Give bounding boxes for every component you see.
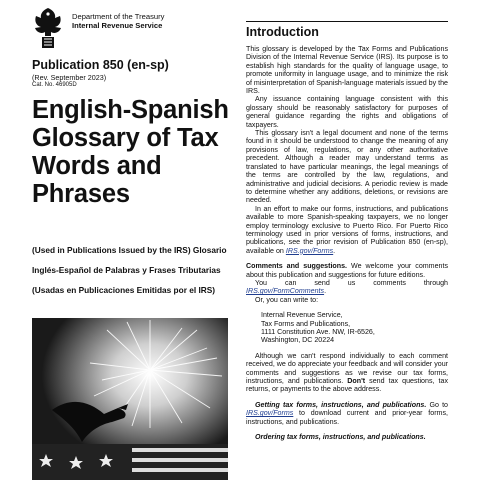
feedback-paragraph: Although we can't respond individually to each comment received, we do appreciate your feedback and will consider your comments and suggestions as we revise our tax forms, instructions, and publications. Don't send tax questions, tax returns, or payments to the above address.: [246, 351, 448, 394]
ordering-paragraph: [246, 433, 448, 441]
getting-forms-paragraph: Getting tax forms, instructions, and publications. Go to IRS.gov/Forms to download current and prior-year forms, instructions, and publications.: [246, 400, 448, 426]
irs-eagle-logo-icon: [32, 6, 64, 50]
heading-rule: [246, 21, 448, 22]
intro-paragraph-4-text: In an effort to make our forms, instructions, and publications available to more Spanish-speaking taxpayers, we no longer employ terminology exclusive to Puerto Rico. For Puerto Rico terminology used in prior versions of forms, instructions, and publications, see the prior revision of Publication 850 (en-sp), available on: [246, 204, 448, 255]
revision-date: (Rev. September 2023): [32, 73, 107, 82]
document-title: English-Spanish Glossary of Tax Words and Phrases: [32, 96, 229, 208]
comments-paragraph: [246, 262, 448, 279]
irs-forms-link[interactable]: IRS.gov/Forms: [285, 246, 334, 255]
intro-paragraph-3: This glossary isn't a legal document and none of the terms found in it should be understood to change the meaning of any provisions of law, regulations, or any other authoritative precedent. Although a reader may understand terms as translated to have particular meanings, the legal meanings of the terms are controlled by the law, regulations, and administrative and judicial decisions. A periodic review is made to determine whether any additions, deletions, or revisions are needed.: [246, 129, 448, 205]
department-name: Department of the Treasury: [72, 12, 165, 21]
agency-header: [32, 6, 228, 50]
address-line: Internal Revenue Service,: [261, 311, 343, 320]
getting-forms-lead: Getting tax forms, instructions, and publications.: [255, 400, 427, 409]
department-block: [72, 12, 164, 30]
cover-column: [32, 0, 228, 480]
address-line: Tax Forms and Publications,: [261, 319, 351, 328]
introduction-column: [246, 0, 448, 480]
publication-number: Publication 850 (en-sp): [32, 58, 169, 72]
address-line: 1111 Constitution Ave. NW, IR-6526,: [261, 328, 375, 336]
intro-paragraph-1: This glossary is developed by the Tax Forms and Publications Division of the Internal Revenue Service (IRS). Its purpose is to establish high standards for the quality of language usage, to promote uniformity in language usage, and to minimize the risk of misinterpretation of Spanish-language materials issued by the IRS.: [246, 45, 448, 96]
document-subtitle: (Used in Publications Issued by the IRS) Glosario Inglés-Español de Palabras y Frases Tributarias (Usadas en Publicaciones Emitidas por el IRS): [32, 245, 227, 295]
ordering-lead: Ordering tax forms, instructions, and publications.: [255, 433, 426, 442]
intro-paragraph-4: In an effort to make our forms, instructions, and publications available to more Spanish-speaking taxpayers, we no longer employ terminology exclusive to Puerto Rico. For Puerto Rico terminology used in prior versions of forms, instructions, and publications, see the prior revision of Publication 850 (en-sp), available on IRS.gov/Forms.: [246, 204, 448, 255]
comments-write-line: Or, you can write to:: [255, 295, 319, 304]
form-comments-link[interactable]: IRS.gov/FormComments: [246, 287, 325, 296]
irs-forms-link-2[interactable]: IRS.gov/Forms: [246, 409, 294, 418]
introduction-body: [246, 45, 448, 441]
comments-text: We welcome your comments about this publication and suggestions for future editions.: [246, 262, 449, 279]
comments-lead: Comments and suggestions.: [246, 262, 348, 271]
address-line: Washington, DC 20224: [261, 336, 335, 345]
agency-name: Internal Revenue Service: [72, 21, 163, 30]
catalog-number: Cat. No. 46905D: [32, 82, 77, 88]
introduction-heading: Introduction: [246, 25, 319, 39]
intro-paragraph-2: Any issuance containing language consistent with this glossary should be reasonably satisfactory for purposes of general guidance regarding the rights and obligations of taxpayers.: [246, 95, 448, 129]
comments-send-line: You can send us comments through IRS.gov/FormComments.: [246, 278, 448, 296]
cover-image-fireworks-eagle: [32, 318, 228, 480]
mailing-address: [246, 311, 448, 345]
